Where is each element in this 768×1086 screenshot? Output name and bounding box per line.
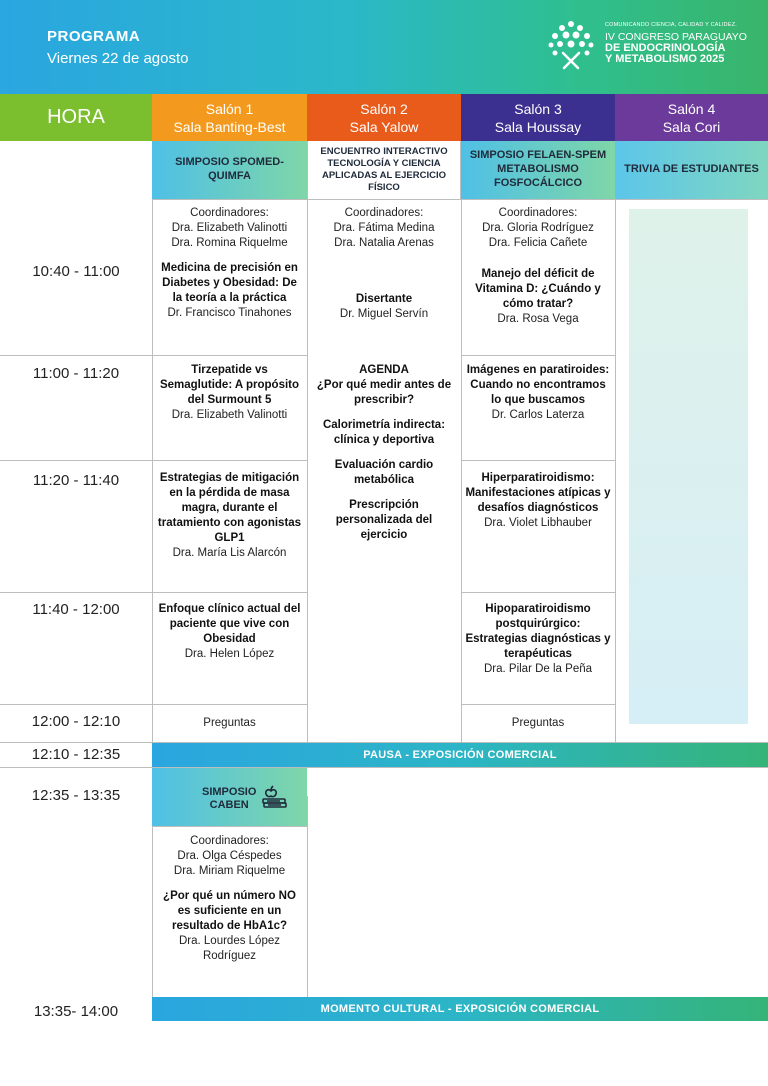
talk-title: ¿Por qué un número NO es suficiente en un resultado de HbA1c? [163, 890, 296, 932]
apple-books-icon [260, 782, 290, 812]
talk-title: Imágenes en paratiroides: Cuando no encontramos lo que buscamos [466, 364, 610, 406]
grid-line [461, 199, 462, 742]
talk-speaker: Dra. Rosa Vega [497, 313, 579, 325]
brand-tagline: COMUNICANDO CIENCIA, CALIDAD Y CALIDEZ. [605, 22, 737, 28]
talk-speaker: Dra. María Lis Alarcón [172, 547, 287, 559]
symposium-salon-2: ENCUENTRO INTERACTIVO TECNOLOGÍA Y CIENCIA APLICADAS AL EJERCICIO FÍSICO [307, 141, 461, 199]
coordinator: Dra. Romina Riquelme [171, 237, 288, 249]
room1-block-1 [156, 206, 303, 321]
talk-title: Tirzepatide vs Semaglutide: A propósito del Surmount 5 [159, 364, 300, 406]
brand-line3: Y METABOLISMO 2025 [605, 53, 725, 66]
agenda-item: Prescripción personalizada del ejercicio [335, 499, 433, 541]
coordinator: Dra. Miriam Riquelme [173, 865, 286, 877]
talk-speaker: Dra. Elizabeth Valinotti [171, 409, 288, 421]
column-salon-1 [152, 94, 307, 141]
talk-speaker: Dr. Carlos Laterza [491, 409, 585, 421]
talk-title: Estrategias de mitigación en la pérdida de masa magra, durante el tratamiento con agonistas GLP1 [157, 472, 302, 544]
coordinator: Dra. Olga Céspedes [177, 850, 282, 862]
talk-title: Hipoparatiroidismo postquirúrgico: Estrategias diagnósticas y terapéuticas [465, 603, 611, 660]
time-slot: 10:40 - 11:00 [32, 263, 120, 280]
grid-line [152, 199, 153, 742]
symposium-salon-4: TRIVIA DE ESTUDIANTES [615, 141, 768, 199]
room2-speaker [311, 292, 457, 322]
program-date: Viernes 22 de agosto [47, 50, 189, 67]
time-slot: 11:20 - 11:40 [32, 472, 120, 489]
talk-speaker: Dra. Helen López [184, 648, 275, 660]
room3-questions: Preguntas [511, 717, 565, 729]
room1-block-2 [156, 363, 303, 423]
talk-title: Manejo del déficit de Vitamina D: ¿Cuándo y cómo tratar? [475, 268, 601, 310]
column-salon-2 [307, 94, 461, 141]
speaker-name: Dr. Miguel Servín [339, 308, 429, 320]
talk-speaker: Dra. Pilar De la Peña [483, 663, 593, 675]
talk-title: Hiperparatiroidismo: Manifestaciones atípicas y desafíos diagnósticos [465, 472, 611, 514]
grid-line [461, 592, 615, 593]
room4-trivia-area [629, 209, 748, 724]
salon-3-name: Salón 3 [514, 101, 562, 117]
grid-line [307, 796, 308, 997]
brand-line1: IV CONGRESO PARAGUAYO [605, 30, 747, 43]
coord-label: Coordinadores: [190, 835, 269, 847]
caben-title-line2: CABEN [209, 799, 249, 811]
time-slot: 11:00 - 11:20 [32, 365, 120, 382]
grid-line [0, 704, 307, 705]
time-slot: 12:00 - 12:10 [31, 713, 121, 730]
agenda-item: Evaluación cardio metabólica [334, 459, 434, 486]
grid-line [0, 592, 307, 593]
room3-block-1 [465, 206, 611, 327]
caben-title [202, 786, 256, 812]
time-slot: 12:10 - 12:35 [31, 746, 121, 763]
page-header [0, 0, 768, 94]
room3-block-3 [465, 471, 611, 531]
room1-block-4 [156, 602, 303, 662]
salon-4-name: Salón 4 [667, 101, 716, 117]
talk-title: Medicina de precisión en Diabetes y Obesidad: De la teoría a la práctica [161, 262, 298, 304]
grid-line [461, 355, 615, 356]
coordinator: Dra. Elizabeth Valinotti [171, 222, 288, 234]
coordinator: Dra. Felicia Cañete [488, 237, 588, 249]
coord-label: Coordinadores: [344, 207, 424, 219]
cultural-band: MOMENTO CULTURAL - EXPOSICIÓN COMERCIAL [152, 997, 768, 1021]
time-slot: 11:40 - 12:00 [32, 601, 120, 618]
agenda-item: Calorimetría indirecta: clínica y deportiva [322, 419, 446, 446]
symposium-salon-3: SIMPOSIO FELAEN-SPEM METABOLISMO FOSFOCÁLCICO [461, 141, 615, 199]
grid-line [0, 355, 307, 356]
caben-title-line1: SIMPOSIO [202, 786, 257, 798]
pause-band: PAUSA - EXPOSICIÓN COMERCIAL [152, 743, 768, 767]
speaker-label: Disertante [355, 293, 413, 305]
column-salon-4 [615, 94, 768, 141]
salon-3-sub: Sala Houssay [494, 119, 582, 135]
salon-1-sub: Sala Banting-Best [173, 119, 286, 135]
grid-line [152, 199, 768, 200]
column-hora: HORA [0, 94, 152, 141]
grid-line [152, 826, 307, 827]
grid-line [307, 199, 308, 742]
salon-2-name: Salón 2 [360, 101, 408, 117]
salon-4-sub: Sala Cori [662, 119, 721, 135]
agenda-label: AGENDA [359, 364, 409, 376]
logo-molecule-icon [546, 20, 596, 70]
brand-line2: DE ENDOCRINOLOGÍA [605, 41, 726, 54]
grid-line [461, 704, 615, 705]
room1-block-3 [156, 471, 303, 561]
caben-block [156, 834, 303, 964]
column-salon-3 [461, 94, 615, 141]
time-slot: 13:35- 14:00 [33, 1003, 119, 1020]
coord-label: Coordinadores: [498, 207, 578, 219]
talk-speaker: Dr. Francisco Tinahones [167, 307, 292, 319]
coordinator: Dra. Fátima Medina [333, 222, 435, 234]
salon-2-sub: Sala Yalow [349, 119, 419, 135]
agenda-item: ¿Por qué medir antes de prescribir? [316, 379, 452, 406]
talk-speaker: Dra. Violet Libhauber [484, 517, 592, 529]
grid-line [461, 460, 615, 461]
room3-block-2 [465, 363, 611, 423]
coord-label: Coordinadores: [190, 207, 269, 219]
talk-title: Enfoque clínico actual del paciente que vive con Obesidad [158, 603, 301, 645]
grid-line [0, 460, 307, 461]
room1-questions: Preguntas [203, 717, 256, 729]
symposium-salon-1: SIMPOSIO SPOMED-QUIMFA [152, 141, 307, 199]
talk-speaker: Dra. Lourdes López Rodríguez [178, 935, 280, 962]
time-slot: 12:35 - 13:35 [31, 787, 121, 804]
coordinator: Dra. Gloria Rodríguez [482, 222, 594, 234]
room2-coordinators [311, 206, 457, 251]
salon-1-name: Salón 1 [205, 101, 254, 117]
program-label: PROGRAMA [47, 28, 141, 45]
grid-line [615, 199, 616, 742]
grid-line [0, 767, 768, 768]
simposio-caben-header [152, 768, 307, 826]
congress-brand [605, 23, 755, 66]
room3-block-4 [465, 602, 611, 677]
room2-agenda [311, 363, 457, 543]
coordinator: Dra. Natalia Arenas [334, 237, 434, 249]
